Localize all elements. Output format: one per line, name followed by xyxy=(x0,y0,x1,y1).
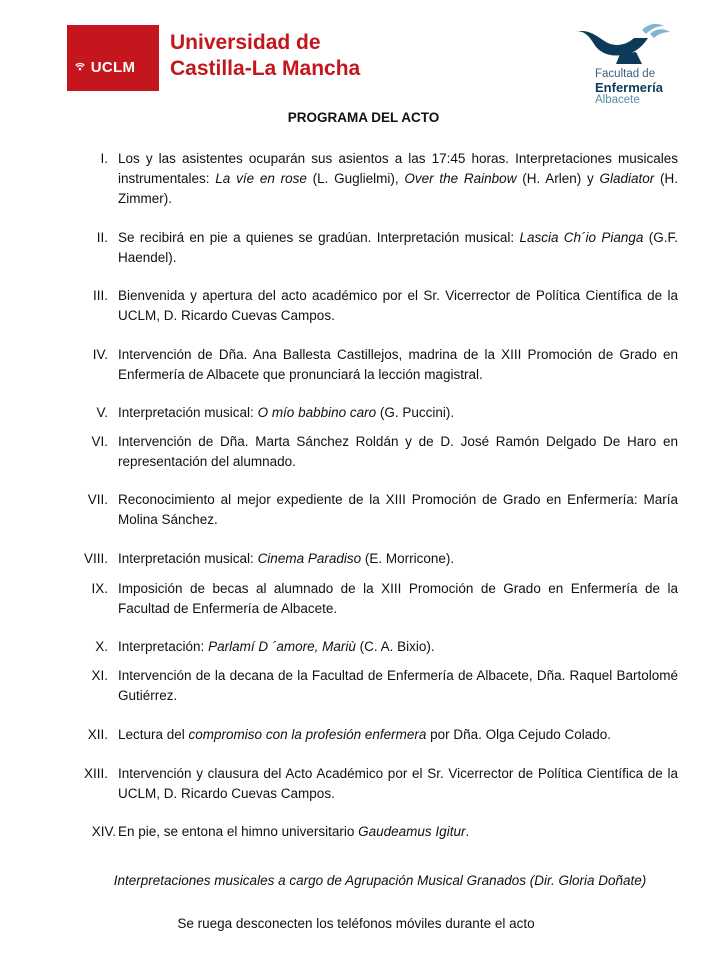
program-item-text-part: (H. Arlen) y xyxy=(516,171,600,186)
program-item-italic-text: La víe en rose xyxy=(215,171,307,186)
faculty-line3: Albacete xyxy=(595,94,640,106)
program-item xyxy=(70,345,678,385)
program-item-text xyxy=(118,637,678,657)
uclm-logo-text: UCLM xyxy=(90,59,136,76)
program-item xyxy=(70,403,678,423)
program-item-number: VIII. xyxy=(83,551,108,566)
program-item-text xyxy=(118,666,678,706)
program-item xyxy=(70,149,678,209)
uclm-tagline: CAMPUS DE EXCELENCIA INTERNACIONAL xyxy=(67,84,154,89)
program-item-text-part: Reconocimiento al mejor expediente de la XIII Promoción de Grado en Enfermería: María Molina Sánchez. xyxy=(118,492,678,527)
program-item-text-part: Lectura del xyxy=(118,727,189,742)
program-item-text xyxy=(118,149,678,209)
program-item-text-part: Intervención de la decana de la Facultad de Enfermería de Albacete, Dña. Raquel Bartolomé Gutiérrez. xyxy=(118,668,678,703)
program-item xyxy=(70,579,678,619)
program-item-text-part: (E. Morricone). xyxy=(361,551,455,566)
faculty-name xyxy=(595,68,663,107)
program-item-text-part: (H. Zimmer). xyxy=(118,171,678,206)
program-item-text xyxy=(118,228,678,268)
program-item-number: XI. xyxy=(91,668,108,683)
program-item-text-part: (G. Puccini). xyxy=(376,405,455,420)
program-item-text xyxy=(118,490,678,530)
program-item-text xyxy=(118,725,678,745)
university-name xyxy=(170,30,360,82)
program-item-italic-text: compromiso con la profesión enfermera xyxy=(188,727,427,742)
program-item-italic-text: Lascia Ch´io Pianga xyxy=(519,230,644,245)
program-item-text-part: (G.F. Haendel). xyxy=(118,230,678,265)
program-item-number: I. xyxy=(100,151,108,166)
program-item-text-part: (L. Guglielmi), xyxy=(306,171,405,186)
faculty-line1: Facultad de xyxy=(595,68,656,80)
program-item-italic-text: Gaudeamus Igitur xyxy=(358,824,466,839)
uclm-logo xyxy=(67,25,159,91)
program-item xyxy=(70,490,678,530)
program-item-text xyxy=(118,549,678,569)
program-item-italic-text: Parlamí D ´amore, Mariù xyxy=(208,639,356,654)
program-item xyxy=(70,822,678,842)
program-item-text-part: . xyxy=(465,824,470,839)
program-item xyxy=(70,228,678,268)
program-item xyxy=(70,432,678,472)
program-item-text xyxy=(118,286,678,326)
nursing-lamp-icon xyxy=(572,20,672,66)
program-item-number: VI. xyxy=(91,434,108,449)
program-item-text-part: Los y las asistentes ocuparán sus asientos a las 17:45 horas. Interpretaciones musicales instrumentales: xyxy=(118,151,678,186)
program-item xyxy=(70,725,678,745)
program-item-text-part: Se recibirá en pie a quienes se gradúan. Interpretación musical: xyxy=(118,230,520,245)
program-item-italic-text: O mío babbino caro xyxy=(257,405,377,420)
university-name-line2: Castilla-La Mancha xyxy=(170,57,361,80)
program-item xyxy=(70,549,678,569)
program-item-text xyxy=(118,822,678,842)
program-item xyxy=(70,286,678,326)
program-item-number: X. xyxy=(95,639,108,654)
program-item-text-part: (C. A. Bixio). xyxy=(355,639,435,654)
university-name-line1: Universidad de xyxy=(170,31,321,54)
program-item-number: VII. xyxy=(87,492,108,507)
program-item-text xyxy=(118,432,678,472)
program-item-text-part: Intervención y clausura del Acto Académico por el Sr. Vicerrector de Política Científica de la UCLM, D. Ricardo Cuevas Campos. xyxy=(118,766,678,801)
music-note: Interpretaciones musicales a cargo de Agrupación Musical Granados (Dir. Gloria Doñate) xyxy=(113,873,647,888)
program-item-text-part: Interpretación musical: xyxy=(118,551,258,566)
program-item-text-part: por Dña. Olga Cejudo Colado. xyxy=(426,727,612,742)
program-item-text-part: Imposición de becas al alumnado de la XIII Promoción de Grado en Enfermería de la Facultad de Enfermería de Albacete. xyxy=(118,581,678,616)
program-item-text-part: En pie, se entona el himno universitario xyxy=(118,824,359,839)
faculty-line2: Enfermería xyxy=(595,80,663,95)
program-item-text xyxy=(118,403,678,423)
program-item-text-part: Intervención de Dña. Ana Ballesta Castillejos, madrina de la XIII Promoción de Grado en Enfermería de Albacete que pronunciará la lección magistral. xyxy=(118,347,678,382)
program-item-text-part: Intervención de Dña. Marta Sánchez Roldán y de D. José Ramón Delgado De Haro en representación del alumnado. xyxy=(118,434,678,469)
program-item-italic-text: Gladiator xyxy=(599,171,655,186)
program-item-italic-text: Over the Rainbow xyxy=(404,171,517,186)
program-item-text-part: Bienvenida y apertura del acto académico por el Sr. Vicerrector de Política Científica de la UCLM, D. Ricardo Cuevas Campos. xyxy=(118,288,678,323)
program-item xyxy=(70,637,678,657)
program-item xyxy=(70,666,678,706)
program-item-number: XIII. xyxy=(83,766,108,781)
page-title: PROGRAMA DEL ACTO xyxy=(287,110,440,125)
program-item-number: III. xyxy=(92,288,108,303)
program-item-number: V. xyxy=(96,405,108,420)
program-item-text-part: Interpretación: xyxy=(118,639,209,654)
program-item-text xyxy=(118,579,678,619)
program-item-number: IV. xyxy=(92,347,108,362)
program-item-number: XIV. xyxy=(91,824,116,839)
program-item-number: II. xyxy=(96,230,108,245)
program-item-text xyxy=(118,764,678,804)
program-item-text-part: Interpretación musical: xyxy=(118,405,258,420)
program-item-number: XII. xyxy=(87,727,108,742)
program-item-italic-text: Cinema Paradiso xyxy=(257,551,362,566)
program-item-text xyxy=(118,345,678,385)
program-item-number: IX. xyxy=(91,581,108,596)
phones-notice: Se ruega desconecten los teléfonos móviles durante el acto xyxy=(177,916,535,931)
program-item xyxy=(70,764,678,804)
